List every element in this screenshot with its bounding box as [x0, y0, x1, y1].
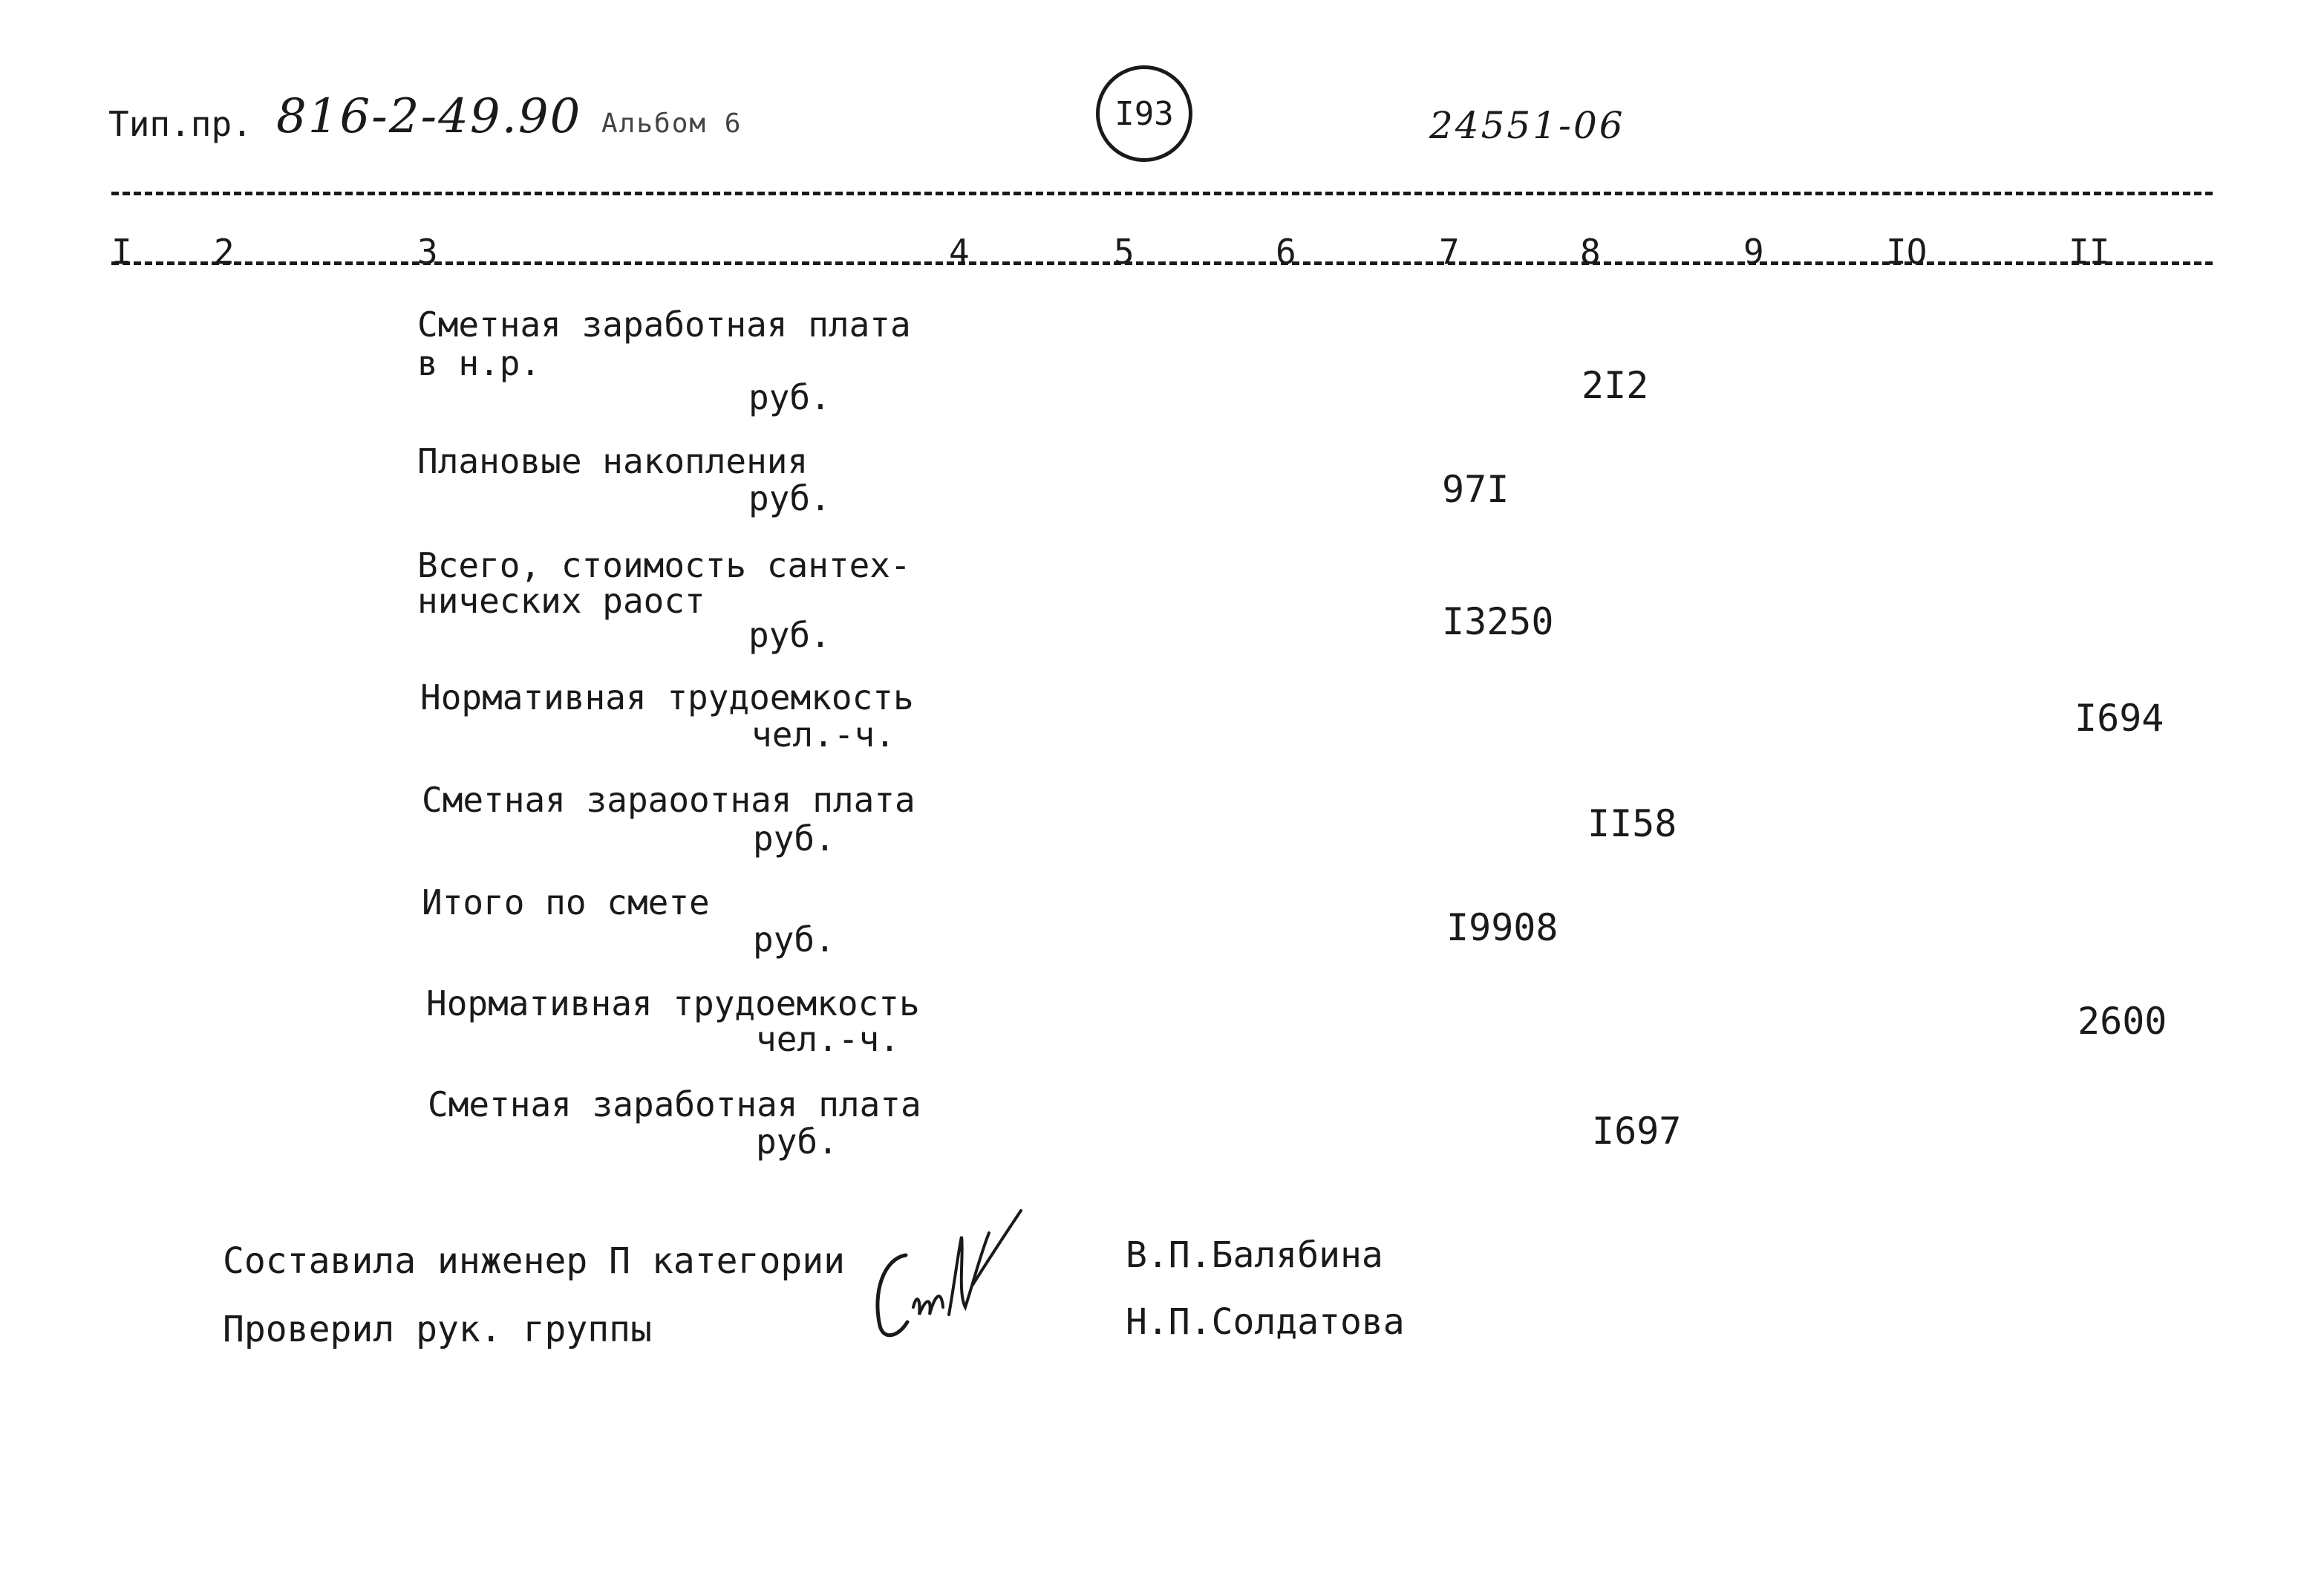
item-label-line: Плановые накопления: [417, 441, 809, 481]
project-number: 816-2-49.90: [276, 89, 582, 144]
item-label-line: в н.р.: [417, 343, 541, 383]
item-value: 2600: [2077, 1000, 2167, 1043]
item-value: I3250: [1442, 600, 1554, 643]
header-label: Тип.пр.: [108, 104, 252, 144]
item-label-line: Нормативная трудоемкость: [426, 983, 920, 1023]
item-unit: чел.-ч.: [756, 1019, 900, 1059]
item-value: II58: [1587, 802, 1677, 845]
item-label-line: Сметная заработная плата: [417, 305, 911, 345]
item-unit: руб.: [748, 615, 831, 655]
item-label-line: Сметная зараоотная плата: [422, 780, 915, 820]
column-number-8: 8: [1580, 232, 1601, 272]
item-unit: руб.: [748, 478, 831, 518]
column-number-5: 5: [1114, 232, 1135, 272]
top-dashed-rule: [111, 192, 2213, 195]
item-label-line: Нормативная трудоемкость: [420, 677, 914, 717]
item-label-line: Всего, стоимость сантех-: [417, 545, 911, 585]
album-label: Альбом 6: [601, 108, 742, 139]
column-number-11: II: [2069, 232, 2110, 272]
item-label-line: Итого по смете: [422, 882, 710, 922]
item-value: 97I: [1442, 468, 1509, 511]
item-label-line: Сметная заработная плата: [428, 1084, 921, 1124]
column-number-7: 7: [1439, 232, 1460, 272]
checked-by-label: Проверил рук. группы: [223, 1309, 652, 1350]
page-number: I93: [1114, 94, 1174, 133]
item-value: I9908: [1446, 906, 1558, 949]
compiled-by-name: В.П.Балябина: [1126, 1234, 1383, 1276]
column-number-4: 4: [949, 232, 970, 272]
column-number-3: 3: [417, 232, 438, 272]
item-unit: руб.: [748, 377, 831, 417]
handwritten-signature: [861, 1203, 1032, 1352]
item-unit: чел.-ч.: [751, 714, 895, 755]
item-unit: руб.: [756, 1121, 838, 1162]
item-value: I694: [2075, 697, 2164, 740]
column-number-10: IO: [1886, 232, 1928, 272]
item-unit: руб.: [753, 818, 835, 859]
column-number-9: 9: [1743, 232, 1764, 272]
item-unit: руб.: [753, 919, 835, 960]
item-value: 2I2: [1582, 364, 1649, 407]
document-code: 24551-06: [1429, 104, 1625, 147]
column-number-6: 6: [1276, 232, 1296, 272]
item-label-line: нических раост: [417, 581, 705, 621]
column-number-2: 2: [214, 232, 235, 272]
page-number-stamp: [1096, 65, 1192, 162]
compiled-by-label: Составила инженер П категории: [223, 1240, 846, 1282]
item-value: I697: [1592, 1110, 1682, 1153]
column-number-1: I: [111, 232, 132, 272]
checked-by-name: Н.П.Солдатова: [1126, 1301, 1405, 1343]
